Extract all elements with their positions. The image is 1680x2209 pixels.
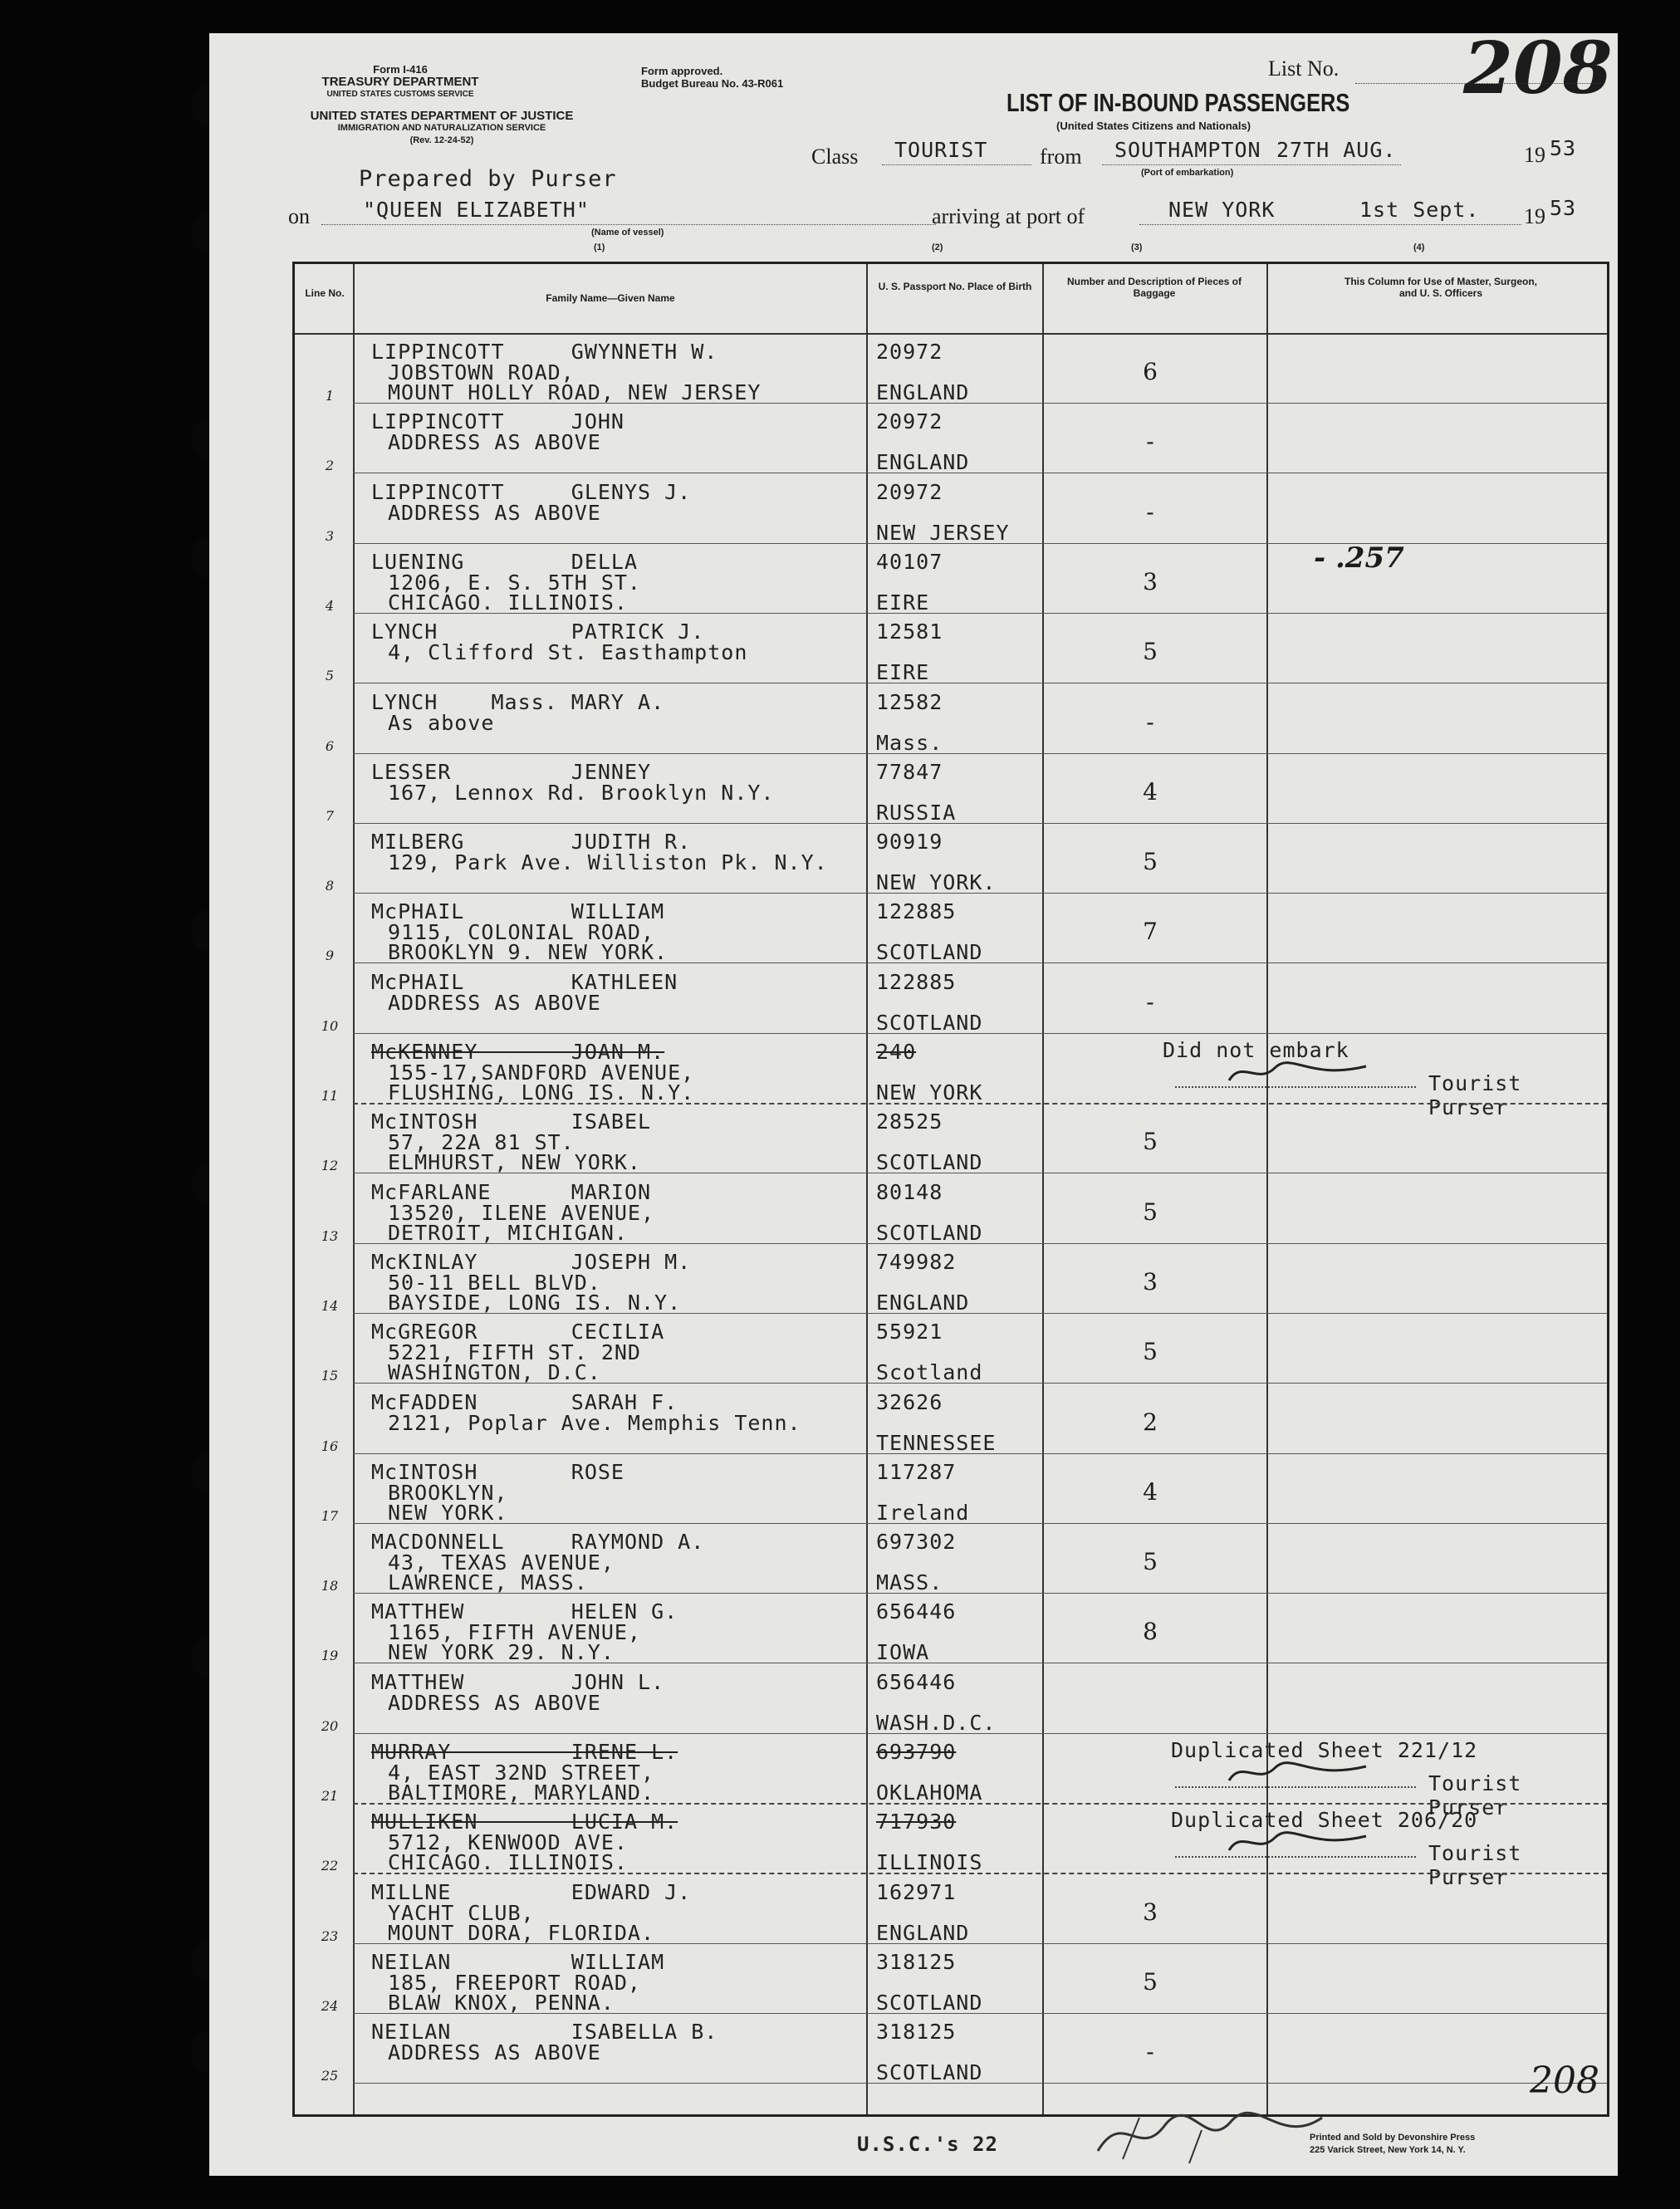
baggage-count: 5 bbox=[1143, 848, 1158, 876]
place-of-birth: SCOTLAND bbox=[876, 940, 983, 965]
line-number: 21 bbox=[321, 1788, 339, 1804]
table-row bbox=[295, 825, 1607, 894]
justice-dept: UNITED STATES DEPARTMENT OF JUSTICE bbox=[310, 109, 574, 123]
form-header-justice bbox=[288, 110, 595, 147]
baggage-count: 4 bbox=[1143, 1477, 1158, 1506]
passenger-name: LIPPINCOTT GWYNNETH W. bbox=[371, 340, 718, 364]
passenger-name: LYNCH Mass. MARY A. bbox=[371, 689, 665, 714]
customs-service: UNITED STATES CUSTOMS SERVICE bbox=[326, 90, 474, 99]
place-of-birth: SCOTLAND bbox=[876, 1220, 983, 1245]
passenger-name: McFARLANE MARION bbox=[371, 1179, 652, 1204]
baggage-count: 5 bbox=[1143, 1548, 1158, 1576]
list-number: 208 bbox=[1463, 27, 1613, 110]
passenger-name: McINTOSH ROSE bbox=[371, 1459, 624, 1484]
row-divider bbox=[353, 1383, 1607, 1384]
address-line-1: 155-17,SANDFORD AVENUE, bbox=[388, 1060, 695, 1085]
passport-number: 122885 bbox=[876, 969, 957, 994]
passenger-name: LYNCH PATRICK J. bbox=[371, 620, 705, 644]
line-number: 8 bbox=[325, 878, 335, 894]
header-baggage: Number and Description of Pieces of Baggage bbox=[1066, 276, 1242, 299]
vessel-name: "QUEEN ELIZABETH" bbox=[363, 198, 590, 222]
table-row bbox=[295, 335, 1607, 404]
line-number: 25 bbox=[321, 2068, 339, 2084]
arriving-label: arriving at port of bbox=[932, 204, 1085, 228]
line-number: 10 bbox=[321, 1017, 339, 1034]
line-number: 24 bbox=[321, 1997, 339, 2014]
line-number: 5 bbox=[325, 668, 335, 684]
passenger-name: MULLIKEN LUCIA M. bbox=[371, 1810, 678, 1834]
passport-number: 12581 bbox=[876, 620, 943, 644]
place-of-birth: Scotland bbox=[876, 1360, 983, 1385]
baggage-count: 8 bbox=[1143, 1618, 1158, 1646]
passenger-name: MURRAY IRENE L. bbox=[371, 1740, 678, 1764]
passport-number: 80148 bbox=[876, 1179, 943, 1204]
approved-text: Form approved. bbox=[641, 65, 723, 77]
passport-number: 122885 bbox=[876, 899, 957, 924]
baggage-count: 6 bbox=[1143, 358, 1158, 385]
address-line-2: DETROIT, MICHIGAN. bbox=[388, 1220, 628, 1245]
address-line-2: CHICAGO. ILLINOIS. bbox=[388, 1850, 628, 1875]
passenger-name: MATTHEW JOHN L. bbox=[371, 1669, 665, 1694]
departure-date: 27TH AUG. bbox=[1276, 138, 1397, 162]
column-number-3: (3) bbox=[1131, 242, 1143, 252]
port-embark-caption: (Port of embarkation) bbox=[1141, 168, 1234, 178]
table-row bbox=[295, 1945, 1607, 2015]
address-line-1: 50-11 BELL BLVD. bbox=[388, 1270, 601, 1295]
table-row bbox=[295, 1594, 1607, 1664]
purser-signature-icon bbox=[1175, 1768, 1416, 1788]
place-of-birth: EIRE bbox=[876, 590, 930, 615]
table-row bbox=[295, 475, 1607, 545]
table-row bbox=[295, 545, 1607, 615]
passenger-name: MILBERG JUDITH R. bbox=[371, 830, 692, 855]
row-divider bbox=[353, 1733, 1607, 1734]
passport-number: 55921 bbox=[876, 1320, 943, 1345]
line-number: 11 bbox=[321, 1088, 339, 1104]
address-line-1: 2121, Poplar Ave. Memphis Tenn. bbox=[388, 1410, 801, 1435]
baggage-count: - bbox=[1146, 987, 1154, 1016]
table-row bbox=[295, 1175, 1607, 1245]
address-line-2: CHICAGO. ILLINOIS. bbox=[388, 590, 628, 615]
address-line-1: 43, TEXAS AVENUE, bbox=[388, 1550, 615, 1575]
row-divider bbox=[353, 1523, 1607, 1524]
place-of-birth: RUSSIA bbox=[876, 800, 957, 825]
line-number: 18 bbox=[321, 1578, 339, 1594]
line-number: 7 bbox=[325, 807, 335, 824]
row-divider bbox=[353, 543, 1607, 544]
place-of-birth: SCOTLAND bbox=[876, 2060, 983, 2085]
row-divider bbox=[353, 1243, 1607, 1244]
address-line-1: ADDRESS AS ABOVE bbox=[388, 990, 601, 1015]
baggage-count: 5 bbox=[1143, 1338, 1158, 1366]
row-divider bbox=[353, 1943, 1607, 1944]
place-of-birth: MASS. bbox=[876, 1570, 943, 1595]
passport-number: 28525 bbox=[876, 1109, 943, 1134]
table-row bbox=[295, 404, 1607, 474]
budget-bureau: Budget Bureau No. 43-R061 bbox=[641, 77, 784, 90]
address-line-2: NEW YORK 29. N.Y. bbox=[388, 1640, 615, 1665]
address-line-2: BAYSIDE, LONG IS. N.Y. bbox=[388, 1290, 682, 1315]
passport-number: 117287 bbox=[876, 1459, 957, 1484]
header-officers: This Column for Use of Master, Surgeon, and U. S. Officers bbox=[1344, 276, 1538, 299]
table-row bbox=[295, 1875, 1607, 1945]
line-number: 23 bbox=[321, 1927, 339, 1944]
row-divider bbox=[353, 403, 1607, 404]
form-subtitle: (United States Citizens and Nationals) bbox=[1056, 120, 1251, 132]
year-prefix-from: 19 bbox=[1524, 143, 1545, 167]
table-row bbox=[295, 1665, 1607, 1735]
passport-number: 717930 bbox=[876, 1810, 957, 1834]
address-line-2: MOUNT HOLLY ROAD, NEW JERSEY bbox=[388, 380, 762, 404]
column-number-1: (1) bbox=[594, 242, 605, 252]
place-of-birth: ENGLAND bbox=[876, 450, 970, 475]
form-title: LIST OF IN-BOUND PASSENGERS bbox=[1007, 88, 1350, 117]
address-line-2: BROOKLYN 9. NEW YORK. bbox=[388, 940, 669, 965]
table-row bbox=[295, 1385, 1607, 1455]
list-no-underline bbox=[1355, 83, 1604, 84]
address-line-1: 4, EAST 32ND STREET, bbox=[388, 1761, 655, 1785]
remark-text: Duplicated Sheet 221/12 bbox=[1171, 1738, 1478, 1762]
table-row bbox=[295, 615, 1607, 684]
line-number: 9 bbox=[325, 948, 335, 964]
baggage-count: 4 bbox=[1143, 777, 1158, 806]
line-number: 22 bbox=[321, 1858, 339, 1874]
table-row bbox=[295, 1525, 1607, 1594]
address-line-1: 1206, E. S. 5TH ST. bbox=[388, 570, 641, 595]
baggage-count: - bbox=[1146, 497, 1154, 526]
address-line-2: FLUSHING, LONG IS. N.Y. bbox=[388, 1080, 695, 1104]
baggage-count: 5 bbox=[1143, 1967, 1158, 1996]
manifest-page bbox=[209, 27, 1618, 2176]
revision: (Rev. 12-24-52) bbox=[409, 135, 474, 145]
purser-remark: Tourist Purser bbox=[1428, 1771, 1522, 1820]
address-line-1: JOBSTOWN ROAD, bbox=[388, 360, 575, 384]
table-row bbox=[295, 1735, 1607, 1820]
arrival-underline bbox=[1139, 224, 1521, 225]
baggage-count: 3 bbox=[1143, 1898, 1158, 1926]
passenger-name: McPHAIL WILLIAM bbox=[371, 899, 665, 924]
passport-number: 162971 bbox=[876, 1879, 957, 1904]
passport-number: 12582 bbox=[876, 689, 943, 714]
place-of-birth: ENGLAND bbox=[876, 380, 970, 404]
row-divider bbox=[353, 823, 1607, 824]
place-of-birth: OKLAHOMA bbox=[876, 1780, 983, 1805]
passenger-name: MACDONNELL RAYMOND A. bbox=[371, 1530, 705, 1555]
class-underline bbox=[882, 164, 1031, 165]
line-number: 2 bbox=[325, 458, 335, 474]
address-line-1: 5712, KENWOOD AVE. bbox=[388, 1830, 628, 1855]
address-line-2: LAWRENCE, MASS. bbox=[388, 1570, 588, 1595]
prepared-by: Prepared by Purser bbox=[359, 166, 617, 192]
baggage-count: 5 bbox=[1143, 1128, 1158, 1156]
remark-text: Did not embark bbox=[1163, 1038, 1349, 1062]
place-of-birth: ILLINOIS bbox=[876, 1850, 983, 1875]
passport-number: 20972 bbox=[876, 479, 943, 504]
baggage-count: 3 bbox=[1143, 567, 1158, 595]
address-line-1: 4, Clifford St. Easthampton bbox=[388, 640, 748, 665]
line-number: 16 bbox=[321, 1438, 339, 1454]
place-of-birth: ENGLAND bbox=[876, 1920, 970, 1945]
table-row bbox=[295, 685, 1607, 755]
table-row bbox=[295, 1315, 1607, 1384]
printer-line-1: Printed and Sold by Devonshire Press bbox=[1310, 2133, 1476, 2143]
address-line-2: NEW YORK. bbox=[388, 1500, 508, 1525]
line-number: 4 bbox=[325, 597, 335, 614]
purser-signature-icon bbox=[1175, 1838, 1416, 1858]
passenger-name: McKENNEY JOAN M. bbox=[371, 1040, 665, 1064]
header-line-no: Line No. bbox=[305, 287, 345, 299]
passenger-name: McKINLAY JOSEPH M. bbox=[371, 1249, 692, 1274]
form-approval bbox=[641, 65, 824, 90]
baggage-count: 3 bbox=[1143, 1267, 1158, 1296]
address-line-1: 1165, FIFTH AVENUE, bbox=[388, 1620, 641, 1645]
passenger-rows bbox=[295, 335, 1607, 2114]
address-line-2: BLAW KNOX, PENNA. bbox=[388, 1990, 615, 2015]
line-number: 19 bbox=[321, 1648, 339, 1664]
passenger-name: McPHAIL KATHLEEN bbox=[371, 969, 678, 994]
place-of-birth: EIRE bbox=[876, 660, 930, 685]
place-of-birth: TENNESSEE bbox=[876, 1430, 997, 1455]
passport-number: 77847 bbox=[876, 759, 943, 784]
line-number: 13 bbox=[321, 1227, 339, 1244]
place-of-birth: SCOTLAND bbox=[876, 1150, 983, 1175]
row-divider bbox=[353, 1313, 1607, 1314]
line-number: 3 bbox=[325, 527, 335, 544]
passenger-name: McFADDEN SARAH F. bbox=[371, 1389, 678, 1414]
place-of-birth: Ireland bbox=[876, 1500, 970, 1525]
table-row bbox=[295, 1104, 1607, 1174]
table-row bbox=[295, 1035, 1607, 1119]
departure-year: 53 bbox=[1550, 136, 1577, 160]
address-line-1: 5221, FIFTH ST. 2ND bbox=[388, 1340, 641, 1365]
address-line-2: WASHINGTON, D.C. bbox=[388, 1360, 601, 1385]
place-of-birth: ENGLAND bbox=[876, 1290, 970, 1315]
baggage-count: - bbox=[1146, 2038, 1154, 2066]
baggage-count: 2 bbox=[1143, 1408, 1158, 1436]
line-number: 1 bbox=[325, 388, 335, 404]
table-row bbox=[295, 1805, 1607, 1890]
line-number: 20 bbox=[321, 1717, 339, 1734]
baggage-count: 5 bbox=[1143, 638, 1158, 666]
place-of-birth: SCOTLAND bbox=[876, 1990, 983, 2015]
row-divider bbox=[353, 962, 1607, 963]
footer-form-code: U.S.C.'s 22 bbox=[857, 2133, 998, 2156]
baggage-count: 5 bbox=[1143, 1198, 1158, 1226]
passenger-name: McGREGOR CECILIA bbox=[371, 1320, 665, 1345]
passenger-table bbox=[292, 262, 1609, 2117]
table-row bbox=[295, 2015, 1607, 2084]
passport-number: 90919 bbox=[876, 830, 943, 855]
corner-handwritten-number: 208 bbox=[1530, 2060, 1599, 2102]
passenger-name: LIPPINCOTT JOHN bbox=[371, 409, 624, 434]
address-line-1: 129, Park Ave. Williston Pk. N.Y. bbox=[388, 850, 828, 875]
vessel-underline bbox=[321, 224, 936, 225]
passenger-name: LESSER JENNEY bbox=[371, 759, 652, 784]
row-divider bbox=[353, 1453, 1607, 1454]
treasury-dept: TREASURY DEPARTMENT bbox=[321, 75, 479, 89]
table-row bbox=[295, 965, 1607, 1035]
address-line-1: 167, Lennox Rd. Brooklyn N.Y. bbox=[388, 780, 775, 805]
passport-number: 697302 bbox=[876, 1530, 957, 1555]
line-number: 17 bbox=[321, 1507, 339, 1524]
place-of-birth: NEW YORK. bbox=[876, 870, 997, 895]
purser-remark: Tourist Purser bbox=[1428, 1071, 1522, 1119]
form-header-treasury bbox=[301, 63, 500, 100]
address-line-1: ADDRESS AS ABOVE bbox=[388, 500, 601, 525]
remark-text: Duplicated Sheet 206/20 bbox=[1171, 1808, 1478, 1833]
address-line-1: 9115, COLONIAL ROAD, bbox=[388, 920, 655, 945]
row-divider bbox=[353, 1033, 1607, 1034]
baggage-count: - bbox=[1146, 428, 1154, 456]
from-label: from bbox=[1040, 144, 1082, 169]
header-passport: U. S. Passport No. Place of Birth bbox=[878, 281, 1032, 292]
arrival-date: 1st Sept. bbox=[1359, 198, 1480, 222]
place-of-birth: NEW JERSEY bbox=[876, 520, 1010, 545]
table-row bbox=[295, 894, 1607, 964]
table-row bbox=[295, 1245, 1607, 1315]
arrival-port: NEW YORK bbox=[1168, 198, 1276, 222]
row-divider bbox=[353, 893, 1607, 894]
side-annotation: - .257 bbox=[1314, 541, 1404, 575]
address-line-1: As above bbox=[388, 710, 495, 735]
place-of-birth: Mass. bbox=[876, 730, 943, 755]
list-no-label: List No. bbox=[1268, 56, 1340, 81]
arrival-year: 53 bbox=[1550, 196, 1577, 220]
passport-number: 32626 bbox=[876, 1389, 943, 1414]
address-line-1: 185, FREEPORT ROAD, bbox=[388, 1970, 641, 1995]
address-line-2: BALTIMORE, MARYLAND. bbox=[388, 1780, 655, 1805]
form-number: Form I-416 bbox=[373, 63, 428, 76]
signature-icon bbox=[1090, 2101, 1339, 2167]
passenger-name: LUENING DELLA bbox=[371, 549, 639, 574]
ins-service: IMMIGRATION AND NATURALIZATION SERVICE bbox=[337, 123, 546, 133]
address-line-1: ADDRESS AS ABOVE bbox=[388, 430, 601, 455]
place-of-birth: NEW YORK bbox=[876, 1080, 983, 1104]
passenger-name: McINTOSH ISABEL bbox=[371, 1109, 652, 1134]
passport-number: 40107 bbox=[876, 549, 943, 574]
address-line-1: BROOKLYN, bbox=[388, 1480, 508, 1505]
line-number: 6 bbox=[325, 737, 335, 754]
column-number-2: (2) bbox=[932, 242, 943, 252]
place-of-birth: IOWA bbox=[876, 1640, 930, 1665]
address-line-2: ELMHURST, NEW YORK. bbox=[388, 1150, 641, 1175]
baggage-count: - bbox=[1146, 708, 1154, 736]
passport-number: 20972 bbox=[876, 409, 943, 434]
vessel-caption: (Name of vessel) bbox=[591, 228, 664, 238]
passenger-name: NEILAN WILLIAM bbox=[371, 1949, 665, 1974]
passport-number: 693790 bbox=[876, 1740, 957, 1764]
table-row bbox=[295, 755, 1607, 825]
embark-port: SOUTHAMPTON bbox=[1114, 138, 1261, 162]
row-divider bbox=[353, 2083, 1607, 2084]
address-line-1: YACHT CLUB, bbox=[388, 1900, 535, 1925]
place-of-birth: WASH.D.C. bbox=[876, 1710, 997, 1735]
passport-number: 656446 bbox=[876, 1669, 957, 1694]
passenger-name: LIPPINCOTT GLENYS J. bbox=[371, 479, 692, 504]
signature-scrawl bbox=[1090, 2101, 1339, 2167]
line-number: 15 bbox=[321, 1368, 339, 1384]
address-line-1: ADDRESS AS ABOVE bbox=[388, 1690, 601, 1715]
passenger-name: MILLNE EDWARD J. bbox=[371, 1879, 692, 1904]
passport-number: 318125 bbox=[876, 2020, 957, 2045]
line-number: 12 bbox=[321, 1158, 339, 1174]
passport-number: 656446 bbox=[876, 1599, 957, 1624]
passport-number: 240 bbox=[876, 1040, 917, 1064]
row-divider bbox=[353, 613, 1607, 614]
place-of-birth: SCOTLAND bbox=[876, 1010, 983, 1035]
address-line-2: MOUNT DORA, FLORIDA. bbox=[388, 1920, 655, 1945]
passport-number: 749982 bbox=[876, 1249, 957, 1274]
passport-number: 318125 bbox=[876, 1949, 957, 1974]
embark-underline bbox=[1102, 164, 1401, 165]
passenger-name: MATTHEW HELEN G. bbox=[371, 1599, 678, 1624]
row-divider bbox=[353, 2013, 1607, 2014]
column-number-4: (4) bbox=[1413, 242, 1425, 252]
purser-signature-icon bbox=[1175, 1068, 1416, 1088]
passport-number: 20972 bbox=[876, 340, 943, 364]
address-line-1: 57, 22A 81 ST. bbox=[388, 1130, 575, 1155]
year-prefix-to: 19 bbox=[1524, 204, 1545, 228]
row-divider bbox=[353, 753, 1607, 754]
passenger-name: NEILAN ISABELLA B. bbox=[371, 2020, 718, 2045]
header-family-name: Family Name—Given Name bbox=[546, 292, 675, 304]
on-label: on bbox=[288, 204, 310, 228]
address-line-1: ADDRESS AS ABOVE bbox=[388, 2040, 601, 2065]
printer-line-2: 225 Varick Street, New York 14, N. Y. bbox=[1310, 2145, 1466, 2155]
row-divider bbox=[353, 1593, 1607, 1594]
purser-remark: Tourist Purser bbox=[1428, 1841, 1522, 1890]
baggage-count: 7 bbox=[1143, 918, 1158, 946]
address-line-1: 13520, ILENE AVENUE, bbox=[388, 1200, 655, 1225]
table-row bbox=[295, 1455, 1607, 1525]
class-value: TOURIST bbox=[894, 138, 988, 162]
class-label: Class bbox=[811, 144, 859, 169]
line-number: 14 bbox=[321, 1297, 339, 1314]
